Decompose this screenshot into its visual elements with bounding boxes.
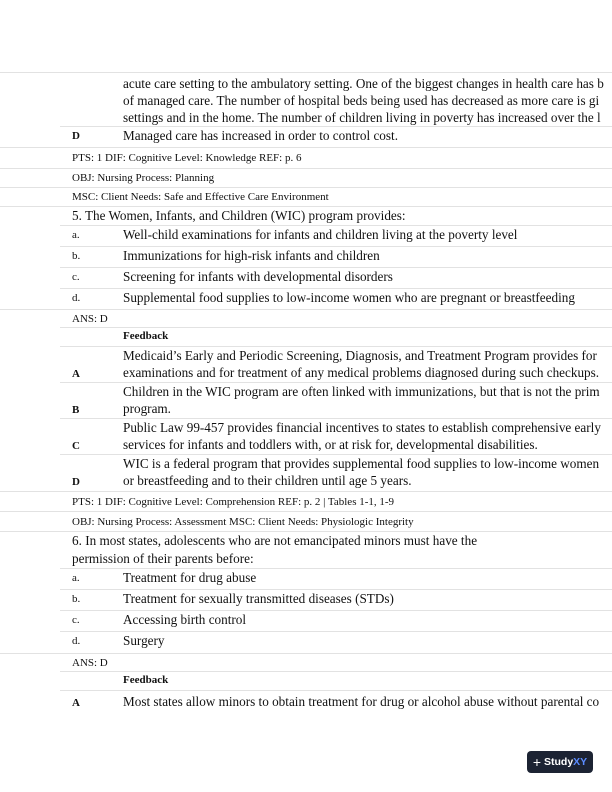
divider [60,346,612,347]
divider [0,206,612,207]
question-number: 6. [72,533,82,548]
divider [60,631,612,632]
option-letter: b. [72,593,81,605]
option-letter: a. [72,229,80,241]
divider [0,511,612,512]
feedback-text: Medicaid’s Early and Periodic Screening, Diagnosis, and Treatment Program provides for [123,348,597,363]
feedback-text: examinations and for treatment of any medical problems diagnosed during such checkups. [123,365,600,380]
answer-key: ANS: D [72,657,108,669]
feedback-header: Feedback [123,330,169,342]
divider [0,491,612,492]
option-letter: b. [72,250,81,262]
feedback-text: services for infants and toddlers with, or at risk for, developmental disabilities. [123,437,538,452]
divider [60,671,612,672]
paragraph-line: settings and in the home. The number of children living in poverty has increased over the l [123,110,601,125]
divider [60,267,612,268]
feedback-header: Feedback [123,674,169,686]
feedback-letter: C [72,440,80,452]
divider [60,126,612,127]
question-meta: MSC: Client Needs: Safe and Effective Care Environment [72,191,329,203]
divider [0,147,612,148]
question-text: permission of their parents before: [72,551,254,566]
divider [0,187,612,188]
feedback-text: WIC is a federal program that provides supplemental food supplies to low-income women [123,456,600,471]
divider [60,246,612,247]
divider [60,610,612,611]
brand-name: StudyXY [544,756,588,768]
divider [0,309,612,310]
studyxy-badge[interactable] [527,751,593,773]
feedback-letter: A [72,368,80,380]
feedback-text: Managed care has increased in order to control cost. [123,128,398,143]
option-text: Immunizations for high-risk infants and children [123,248,380,263]
option-text: Surgery [123,633,165,648]
divider [60,225,612,226]
feedback-letter: D [72,130,80,142]
paragraph-line: acute care setting to the ambulatory setting. One of the biggest changes in health care has b [123,76,604,91]
plus-icon: + [532,754,541,770]
divider [0,168,612,169]
option-letter: c. [72,614,80,626]
divider [0,72,612,73]
option-letter: d. [72,292,81,304]
paragraph-line: of managed care. The number of hospital beds being used has decreased as more care is gi [123,93,600,108]
feedback-text: program. [123,401,171,416]
question-meta: PTS: 1 DIF: Cognitive Level: Knowledge REF: p. 6 [72,152,302,164]
question-text: In most states, adolescents who are not emancipated minors must have the [85,533,478,548]
question-meta: PTS: 1 DIF: Cognitive Level: Comprehension REF: p. 2 | Tables 1-1, 1-9 [72,496,395,508]
option-letter: d. [72,635,81,647]
question-stem [72,533,477,549]
divider [60,288,612,289]
option-letter: a. [72,572,80,584]
feedback-letter: A [72,697,80,709]
feedback-text: Public Law 99-457 provides financial incentives to states to establish comprehensive early [123,420,601,435]
answer-key: ANS: D [72,313,108,325]
divider [0,531,612,532]
divider [60,589,612,590]
divider [60,568,612,569]
question-number: 5. [72,208,82,223]
option-letter: c. [72,271,80,283]
divider [60,418,612,419]
feedback-text: Most states allow minors to obtain treatment for drug or alcohol abuse without parental co [123,694,600,709]
option-text: Well-child examinations for infants and children living at the poverty level [123,227,518,242]
option-text: Supplemental food supplies to low-income women who are pregnant or breastfeeding [123,290,575,305]
divider [60,690,612,691]
divider [0,653,612,654]
feedback-letter: B [72,404,80,416]
question-stem [72,208,406,224]
option-text: Screening for infants with developmental disorders [123,269,393,284]
feedback-letter: D [72,476,80,488]
question-meta: OBJ: Nursing Process: Assessment MSC: Client Needs: Physiologic Integrity [72,516,414,528]
option-text: Accessing birth control [123,612,247,627]
divider [60,454,612,455]
option-text: Treatment for sexually transmitted diseases (STDs) [123,591,394,606]
divider [60,382,612,383]
question-text: The Women, Infants, and Children (WIC) program provides: [84,208,406,223]
feedback-text: or breastfeeding and to their children until age 5 years. [123,473,412,488]
feedback-text: Children in the WIC program are often linked with immunizations, but that is not the prim [123,384,600,399]
question-meta: OBJ: Nursing Process: Planning [72,172,215,184]
divider [60,327,612,328]
option-text: Treatment for drug abuse [123,570,257,585]
